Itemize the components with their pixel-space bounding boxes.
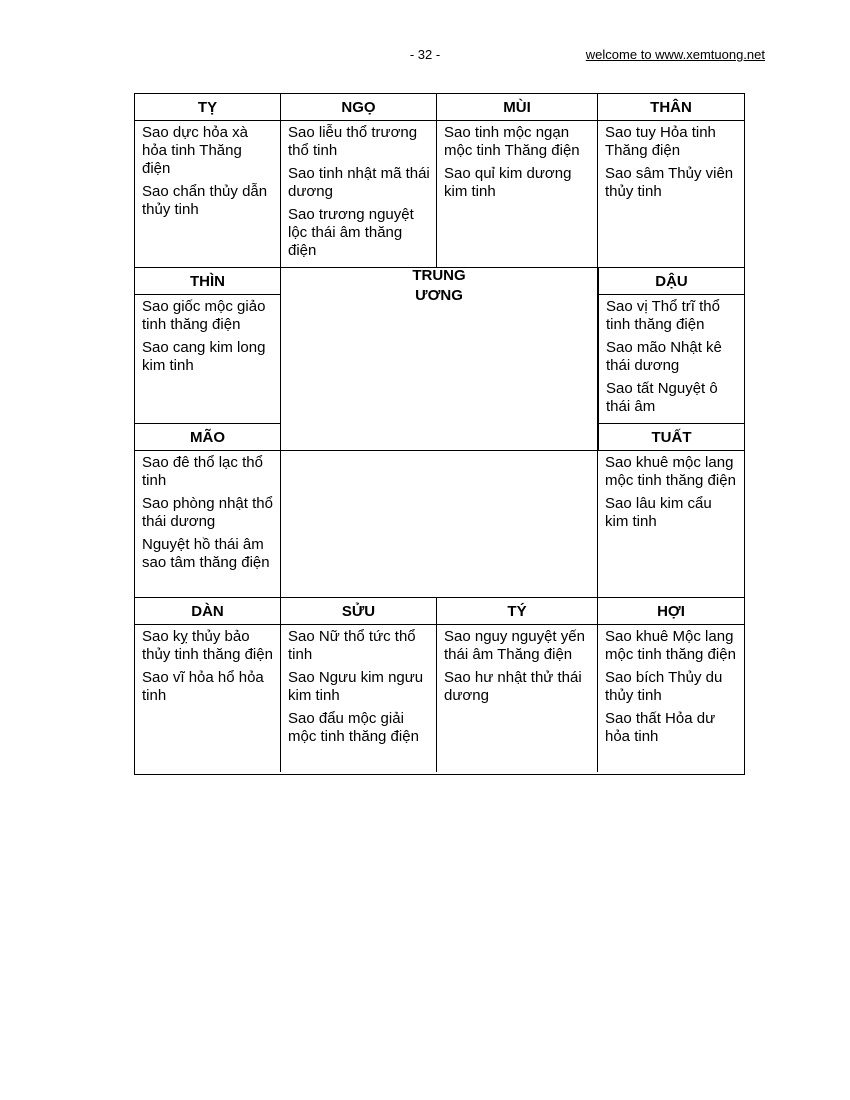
palace-title-dan: DÀN [135,598,281,625]
palace-line: Sao vị Thổ trĩ thổ tinh thăng điện [606,298,720,333]
palace-line: Sao quỉ kim dương kim tinh [444,165,572,200]
palace-title-ngo: NGỌ [281,94,437,121]
palace-content-ty [135,121,281,268]
palace-line: Sao đẩu mộc giải mộc tinh thăng điện [288,710,419,745]
page-number: - 32 - [409,47,441,62]
site-link[interactable]: welcome to www.xemtuong.net [585,47,765,62]
palace-content-dan [135,625,281,772]
palace-line: Sao tinh mộc ngạn mộc tinh Thăng điện [444,124,580,159]
palace-line: Sao dực hỏa xà hỏa tinh Thăng điện [142,124,248,177]
palace-line: Sao bích Thủy du thủy tinh [605,669,723,704]
palace-line: Sao vĩ hỏa hổ hỏa tinh [142,669,264,704]
palace-content-dau [598,295,744,424]
palace-table [134,93,745,775]
palace-title-mao: MÃO [135,424,281,451]
palace-line: Sao cang kim long kim tinh [142,339,266,374]
palace-title-tuat: TUẤT [598,424,744,451]
palace-line: Sao giốc mộc giảo tinh thăng điện [142,298,266,333]
palace-line: Sao tinh nhật mã thái dương [288,165,430,200]
palace-title-ty: TỴ [135,94,281,121]
palace-line: Nguyệt hồ thái âm sao tâm thăng điện [142,536,270,571]
palace-line: Sao chẩn thủy dẫn thủy tinh [142,183,268,218]
palace-line: Sao mão Nhật kê thái dương [606,339,722,374]
palace-content-ty-bottom [437,625,598,772]
palace-content-hoi [598,625,744,772]
palace-title-suu: SỬU [281,598,437,625]
palace-line: Sao khuê mộc lang mộc tinh thăng điện [605,454,736,489]
palace-line: Sao nguy nguyệt yến thái âm Thăng điện [444,628,585,663]
palace-line: Sao lâu kim cẩu kim tinh [605,495,712,530]
palace-content-than [598,121,744,268]
center-area [281,121,598,451]
palace-line: Sao sâm Thủy viên thủy tinh [605,165,734,200]
palace-title-than: THÂN [598,94,744,121]
palace-line: Sao liễu thổ trương thổ tinh [288,124,418,159]
palace-line: Sao tất Nguyệt ô thái âm [606,380,718,415]
palace-title-hoi: HỢI [598,598,744,625]
palace-line: Sao Ngưu kim ngưu kim tinh [288,669,424,704]
palace-content-mao [135,451,281,598]
palace-line: Sao phòng nhật thổ thái dương [142,495,273,530]
palace-content-tuat [598,451,744,598]
palace-line: Sao tuy Hỏa tinh Thăng điện [605,124,716,159]
palace-line: Sao đê thổ lạc thổ tinh [142,454,263,489]
palace-title-thin: THÌN [135,268,281,295]
palace-line: Sao khuê Mộc lang mộc tinh thăng điện [605,628,736,663]
palace-title-ty-bottom: TÝ [437,598,598,625]
palace-line: Sao thất Hỏa dư hỏa tinh [605,710,716,745]
palace-title-mui: MÙI [437,94,598,121]
palace-content-thin [135,295,281,424]
palace-content-suu [281,625,437,772]
palace-line: Sao Nữ thổ tức thổ tinh [288,628,416,663]
center-label: TRUNG ƯƠNG [412,266,466,304]
palace-line: Sao hư nhật thử thái dương [444,669,582,704]
palace-line: Sao trương nguyệt lộc thái âm thăng điện [288,206,414,259]
center-area-lower [281,451,598,598]
palace-title-dau: DẬU [598,268,744,295]
palace-line: Sao kỵ thủy bảo thủy tinh thăng điện [142,628,273,663]
